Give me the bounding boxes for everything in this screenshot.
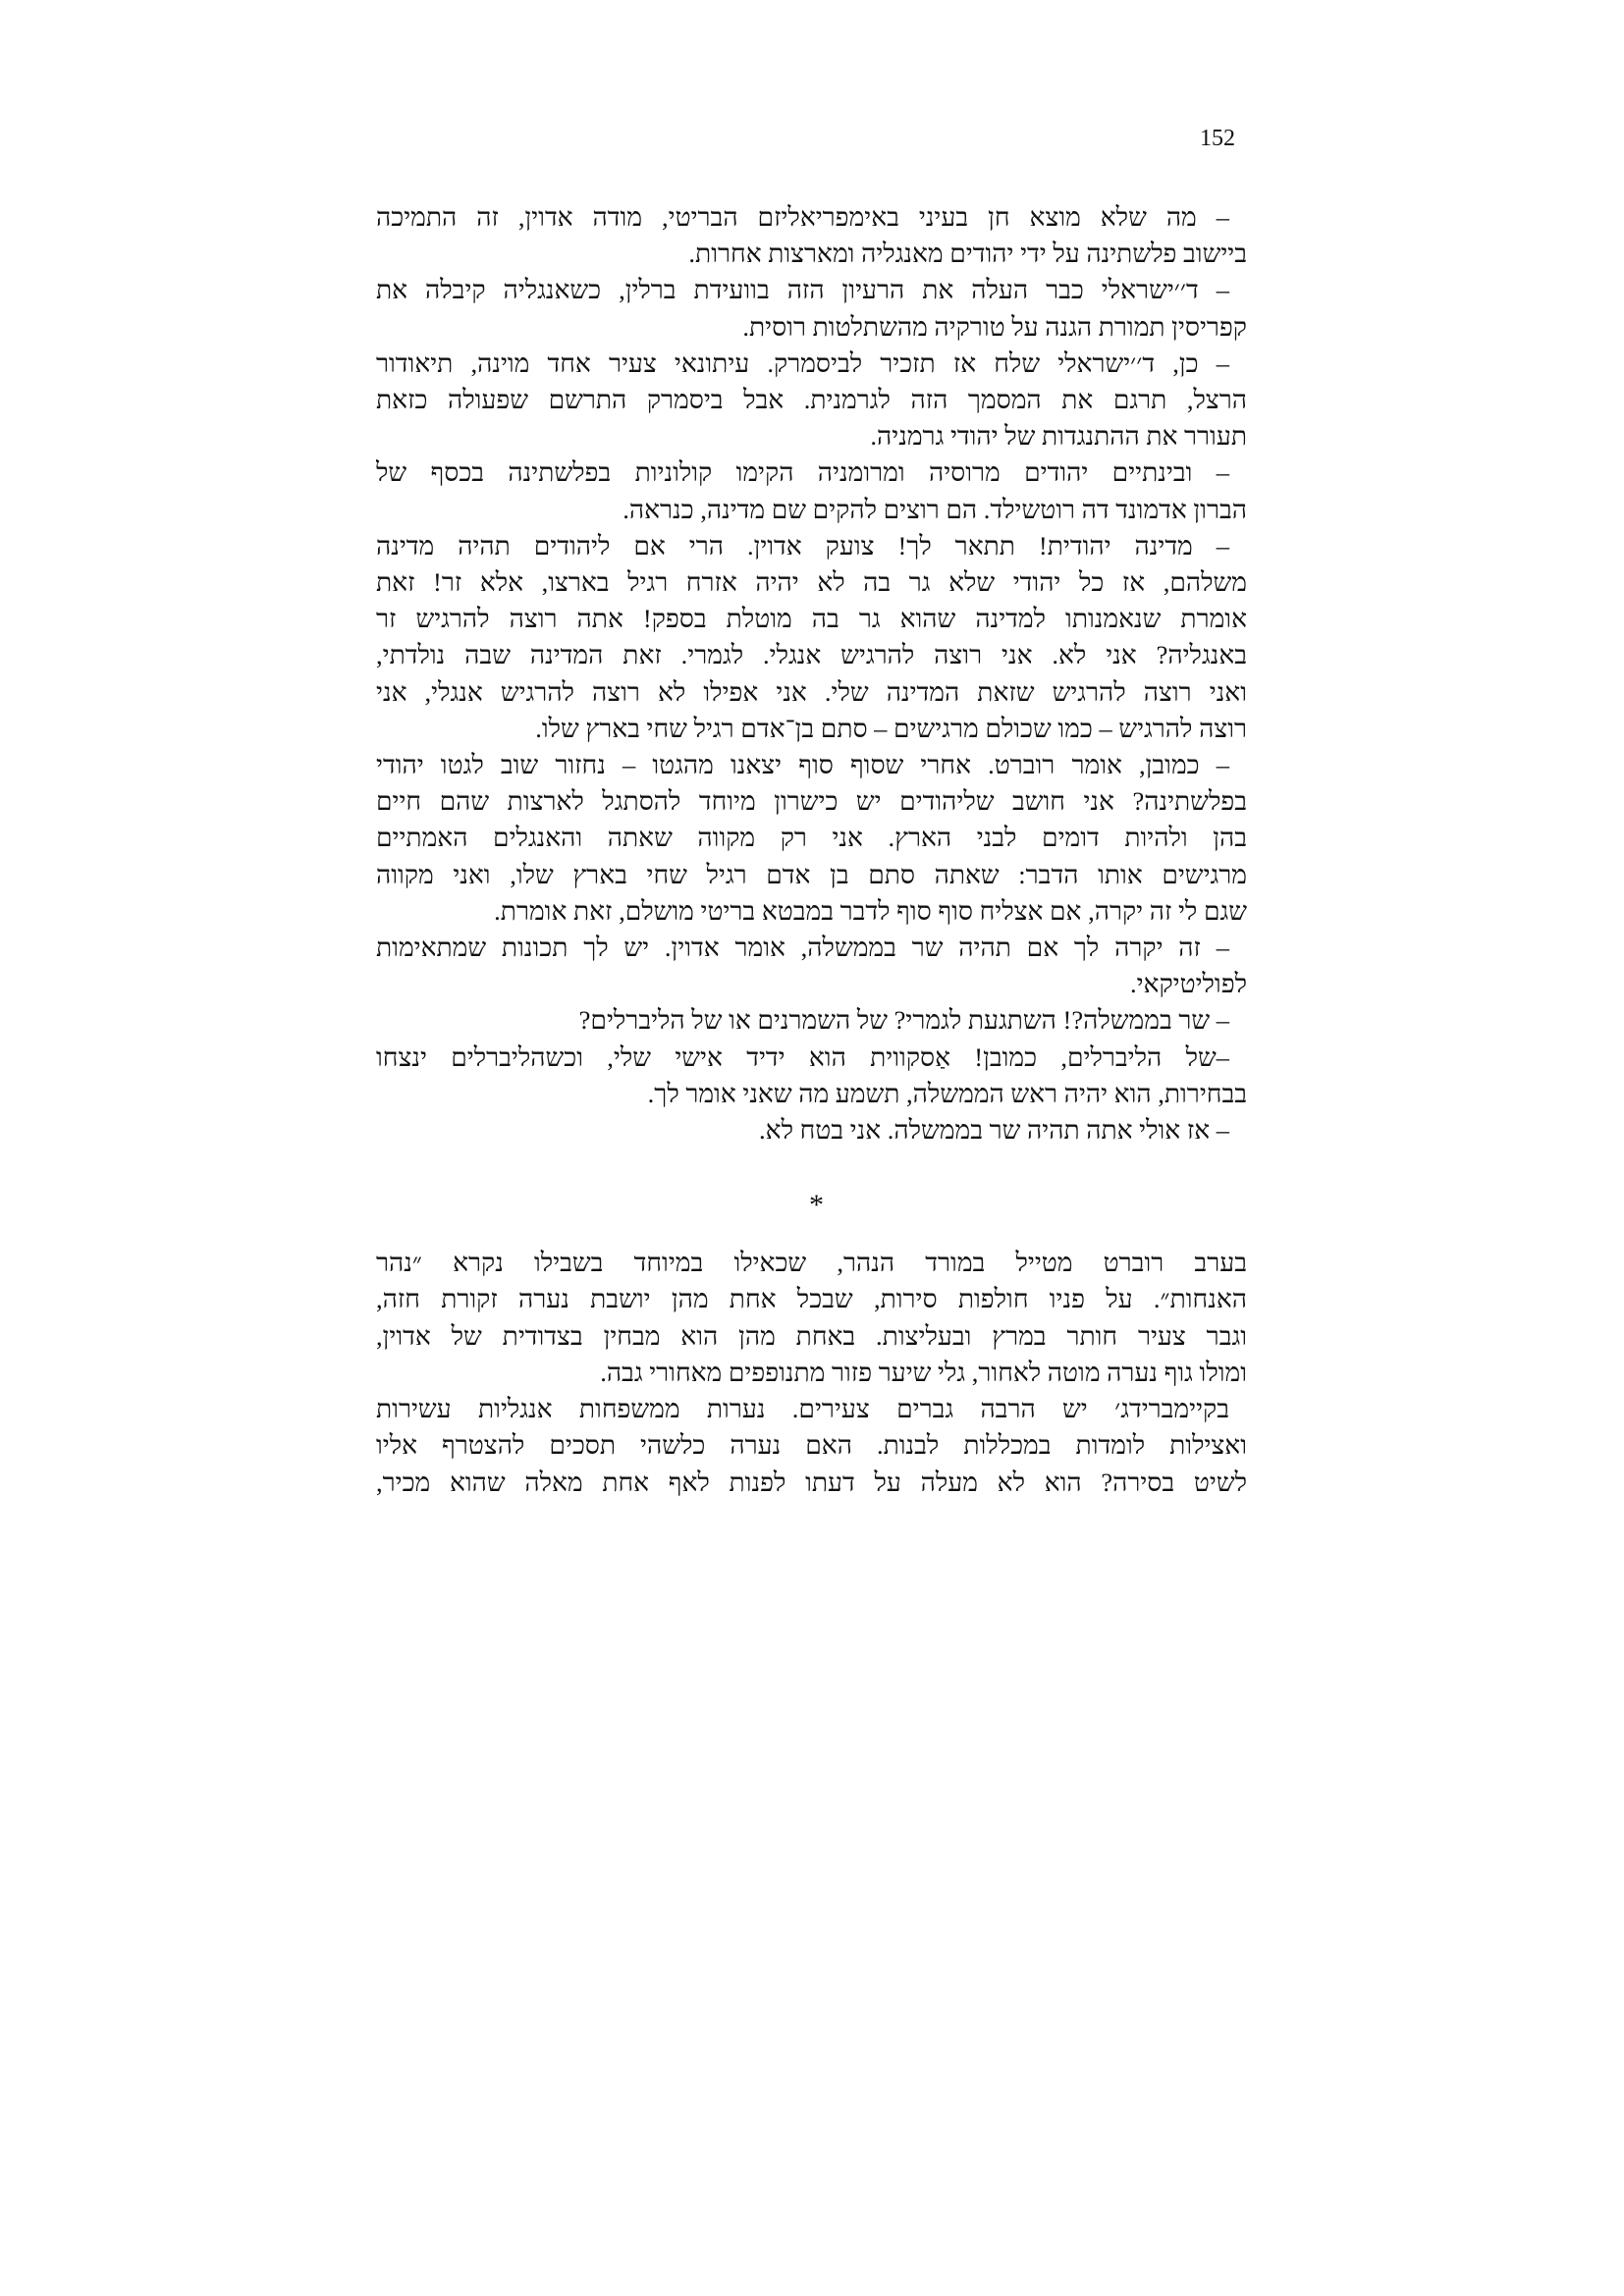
text-line: ביישוב פלשתינה על ידי יהודים מאנגליה ומארצות אחרות. xyxy=(688,239,1247,269)
text-line: אומרת שנאמנותו למדינה שהוא גר בה מוטלת בספק! אתה רוצה להרגיש זר xyxy=(376,604,1247,634)
section-narration xyxy=(376,1245,1247,1500)
text-line: – ובינתיים יהודים מרוסיה ומרומניה הקימו קולוניות בפלשתינה בכסף של xyxy=(376,457,1229,488)
paragraph xyxy=(376,1040,1247,1112)
text-line: בקיימברידג׳ יש הרבה גברים צעירים. נערות ממשפחות אנגליות עשירות xyxy=(376,1394,1229,1424)
text-line: – שר בממשלה?! השתגעת לגמרי? של השמרנים או של הליברלים? xyxy=(578,1005,1229,1036)
text-line: בפלשתינה? אני חושב שליהודים יש כישרון מיוחד להסתגל לארצות שהם חיים xyxy=(376,786,1247,817)
paragraph xyxy=(376,346,1247,455)
text-line: בבחירות, הוא יהיה ראש הממשלה, תשמע מה שאני אומר לך. xyxy=(647,1078,1247,1108)
text-line: בהן ולהיות דומים לבני הארץ. אני רק מקווה שאתה והאנגלים האמתיים xyxy=(376,823,1247,853)
text-line: ואני רוצה להרגיש שזאת המדינה שלי. אני אפילו לא רוצה להרגיש אנגלי, אני xyxy=(376,676,1247,707)
text-line: לשיט בסירה? הוא לא מעלה על דעתו לפנות לאף אחת מאלה שהוא מכיר, xyxy=(376,1467,1247,1497)
text-line: באנגליה? אני לא. אני רוצה להרגיש אנגלי. לגמרי. זאת המדינה שבה נולדתי, xyxy=(376,640,1247,670)
text-line: – זה יקרה לך אם תהיה שר בממשלה, אומר אדוין. יש לך תכונות שמתאימות xyxy=(376,933,1229,963)
text-line: הרצל, תרגם את המסמך הזה לגרמנית. אבל ביסמרק התרשם שפעולה כזאת xyxy=(376,385,1247,415)
text-line: תעורר את ההתנגדות של יהודי גרמניה. xyxy=(870,421,1247,452)
paragraph xyxy=(376,1245,1247,1391)
section-dialogue xyxy=(376,199,1247,1148)
paragraph xyxy=(376,1002,1247,1039)
body-text xyxy=(376,199,1247,1501)
section-separator: * xyxy=(809,1189,824,1222)
text-line: ומולו גוף נערה מוטה לאחור, גלי שיער פזור מתנופפים מאחורי גבה. xyxy=(600,1357,1247,1387)
page-number: 152 xyxy=(1200,126,1235,151)
paragraph xyxy=(376,528,1247,747)
text-line: וגבר צעיר חותר במרץ ובעליצות. באחת מהן הוא מבחין בצדודית של אדוין, xyxy=(376,1320,1247,1351)
text-line: רוצה להרגיש – כמו שכולם מרגישים – סתם בן־אדם רגיל שחי בארץ שלו. xyxy=(535,713,1247,743)
text-line: –של הליברלים, כמובן! אַסקווית הוא ידיד אישי שלי, וכשהליברלים ינצחו xyxy=(376,1041,1229,1072)
paragraph xyxy=(376,454,1247,527)
text-line: לפוליטיקאי. xyxy=(1129,969,1247,999)
text-line: האנחות״. על פניו חולפות סירות, שבכל אחת מהן יושבת נערה זקורת חזה, xyxy=(376,1284,1247,1314)
text-line: – כן, ד׳׳ישראלי שלח אז תזכיר לביסמרק. עיתונאי צעיר אחד מוינה, תיאודור xyxy=(376,347,1229,378)
text-line: הברון אדמונד דה רוטשילד. הם רוצים להקים שם מדינה, כנראה. xyxy=(623,494,1247,524)
text-line: – כמובן, אומר רוברט. אחרי שסוף סוף יצאנו מהגטו – נחזור שוב לגטו יהודי xyxy=(376,750,1229,780)
paragraph xyxy=(376,199,1247,272)
paragraph xyxy=(376,930,1247,1002)
paragraph xyxy=(376,1112,1247,1148)
text-line: שגם לי זה יקרה, אם אצליח סוף סוף לדבר במבטא בריטי מושלם, זאת אומרת. xyxy=(494,895,1247,926)
text-line: בערב רוברט מטייל במורד הנהר, שכאילו במיוחד בשבילו נקרא ״נהר xyxy=(376,1248,1247,1278)
text-line: משלהם, אז כל יהודי שלא גר בה לא יהיה אזרח רגיל בארצו, אלא זר! זאת xyxy=(376,567,1247,598)
text-line: – מדינה יהודית! תתאר לך! צועק אדוין. הרי אם ליהודים תהיה מדינה xyxy=(376,530,1229,561)
text-line: ואצילות לומדות במכללות לבנות. האם נערה כלשהי תסכים להצטרף אליו xyxy=(376,1430,1247,1461)
paragraph xyxy=(376,272,1247,345)
text-line: – ד׳׳ישראלי כבר העלה את הרעיון הזה בוועידת ברלין, כשאנגליה קיבלה את xyxy=(376,275,1229,305)
paragraph xyxy=(376,747,1247,930)
text-line: – מה שלא מוצא חן בעיני באימפריאליזם הבריטי, מודה אדוין, זה התמיכה xyxy=(376,202,1229,232)
text-line: קפריסין תמורת הגנה על טורקיה מהשתלטות רוסית. xyxy=(742,311,1247,342)
text-line: מרגישים אותו הדבר: שאתה סתם בן אדם רגיל שחי בארץ שלו, ואני מקווה xyxy=(376,859,1247,889)
text-line: – אז אולי אתה תהיה שר בממשלה. אני בטח לא. xyxy=(759,1115,1229,1146)
paragraph xyxy=(376,1391,1247,1501)
